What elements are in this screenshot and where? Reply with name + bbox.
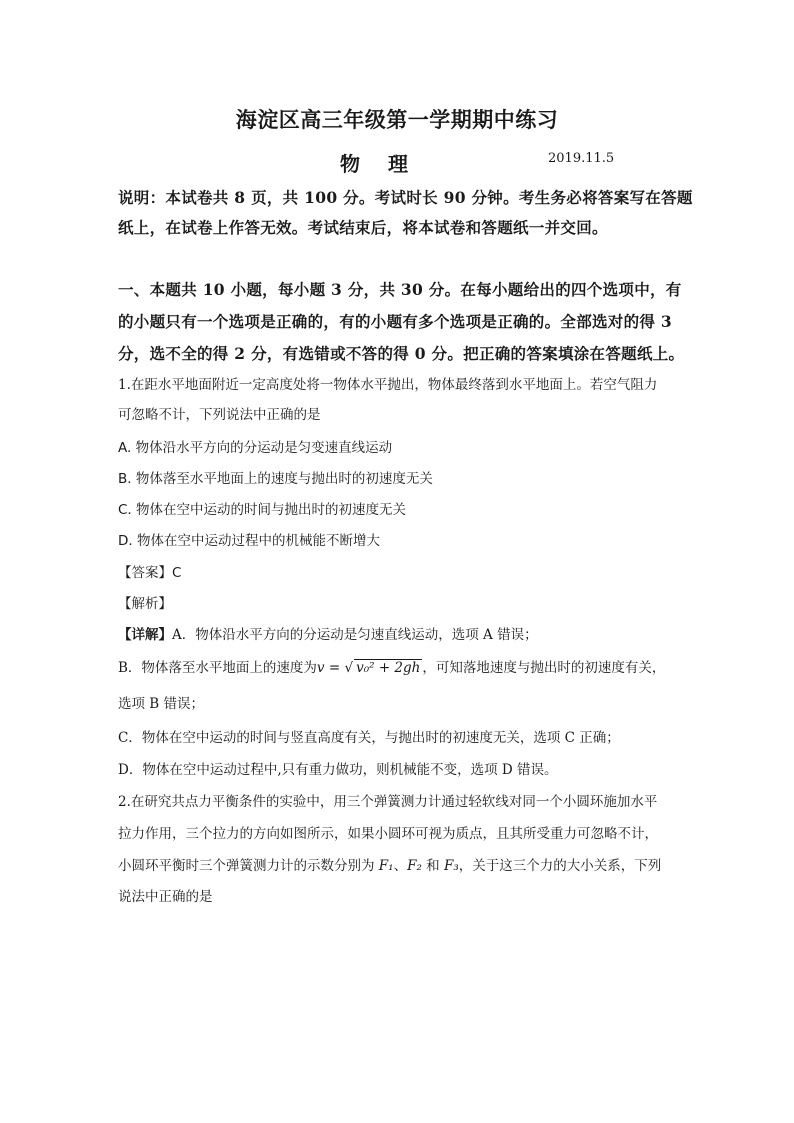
q2-sep2: 和 <box>421 858 444 874</box>
q1-detail-label: 【详解】 <box>118 627 172 643</box>
equals-sign: = <box>324 660 345 676</box>
q2-stem-line-2: 拉力作用，三个拉力的方向如图所示，如果小圆环可视为质点，且其所受重力可忽略不计， <box>118 826 658 842</box>
subject-title: 物理 <box>340 152 436 176</box>
q2-line3-pre: 小圆环平衡时三个弹簧测力计的示数分别为 <box>118 858 379 874</box>
q1-detail-c: C．物体在空中运动的时间与竖直高度有关，与抛出时的初速度无关，选项 C 正确； <box>118 730 620 746</box>
force-f2: F₂ <box>407 858 422 874</box>
q1-stem-line-1: 1.在距水平地面附近一定高度处将一物体水平抛出，物体最终落到水平地面上。若空气阻力 <box>118 377 658 393</box>
q1-stem-line-2: 可忽略不计，下列说法中正确的是 <box>118 407 321 423</box>
q1-detail-a <box>118 623 538 643</box>
q2-stem-line-1: 2.在研究共点力平衡条件的实验中，用三个弹簧测力计通过轻软线对同一个小圆环施加水平 <box>118 794 658 810</box>
force-f1: F₁ <box>378 858 394 874</box>
q1-option-d: D. 物体在空中运动过程中的机械能不断增大 <box>118 533 380 549</box>
exam-date: 2019.11.5 <box>548 151 615 166</box>
q1-detail-b-post: ，可知落地速度与抛出时的初速度有关， <box>422 660 666 676</box>
q1-detail-b <box>118 656 665 676</box>
section1-line-2: 的小题只有一个选项是正确的，有的小题有多个选项是正确的。全部选对的得 3 <box>118 312 672 331</box>
q2-stem-line-3 <box>118 854 661 874</box>
q1-detail-b-cont: 选项 B 错误； <box>118 696 205 712</box>
section1-line-3: 分，选不全的得 2 分，有选错或不答的得 0 分。把正确的答案填涂在答题纸上。 <box>118 344 685 363</box>
force-f3: F₃ <box>443 858 459 874</box>
sqrt-radicand: v₀² + 2gh <box>356 660 421 676</box>
instructions-line-1: 说明：本试卷共 8 页，共 100 分。考试时长 90 分钟。考生务必将答案写在答题 <box>118 188 693 207</box>
q2-sep1: 、 <box>393 858 408 874</box>
q1-detail-a-text: A．物体沿水平方向的分运动是匀速直线运动，选项 A 错误； <box>172 627 538 643</box>
q1-detail-b-pre: B．物体落至水平地面上的速度为 <box>118 660 317 676</box>
instructions-line-2: 纸上，在试卷上作答无效。考试结束后，将本试卷和答题纸一并交回。 <box>118 218 608 237</box>
q2-stem-line-4: 说法中正确的是 <box>118 889 213 905</box>
q1-option-b: B. 物体落至水平地面上的速度与抛出时的初速度无关 <box>118 471 433 487</box>
q1-option-c: C. 物体在空中运动的时间与抛出时的初速度无关 <box>118 502 407 518</box>
exam-title: 海淀区高三年级第一学期期中练习 <box>235 107 559 132</box>
q1-analysis-label: 【解析】 <box>118 596 172 612</box>
section1-line-1: 一、本题共 10 小题，每小题 3 分，共 30 分。在每小题给出的四个选项中，有 <box>118 280 682 299</box>
q1-option-a: A. 物体沿水平方向的分运动是匀变速直线运动 <box>118 440 393 456</box>
q1-answer: 【答案】C <box>118 565 182 581</box>
q1-detail-d: D．物体在空中运动过程中,只有重力做功，则机械能不变，选项 D 错误。 <box>118 762 558 778</box>
velocity-symbol: v <box>316 660 325 676</box>
sqrt-icon: √ <box>344 660 354 676</box>
q2-line3-post: ，关于这三个力的大小关系，下列 <box>458 858 662 874</box>
